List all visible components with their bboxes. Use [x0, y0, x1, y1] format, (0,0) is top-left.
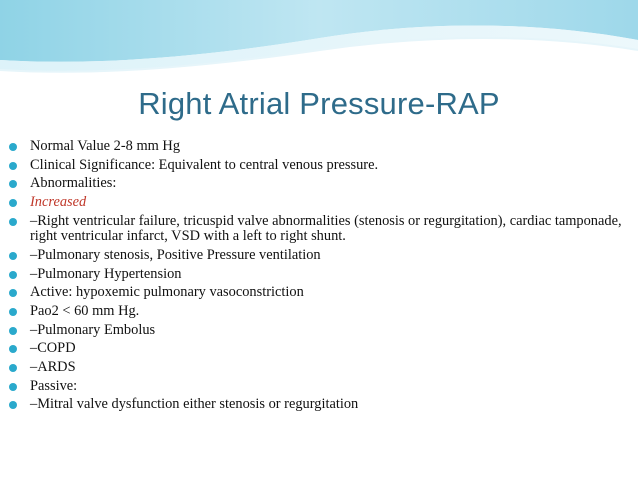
- bullet-dot-icon: [9, 401, 17, 409]
- bullet-item: [8, 360, 628, 376]
- bullet-dot-icon: [9, 218, 17, 226]
- bullet-text: –Pulmonary Hypertension: [30, 265, 182, 282]
- bullet-text: Increased: [30, 194, 87, 211]
- bullet-item: [8, 248, 628, 264]
- slide-title: Right Atrial Pressure-RAP: [138, 86, 500, 121]
- bullet-item: [8, 285, 628, 301]
- bullet-dot-icon: [9, 271, 17, 279]
- bullet-text: Clinical Significance: Equivalent to central venous pressure.: [30, 156, 379, 173]
- bullet-item: [8, 176, 628, 192]
- bullet-text: Normal Value 2-8 mm Hg: [30, 138, 181, 154]
- bullet-text: Abnormalities:: [30, 175, 117, 192]
- bullet-dot-icon: [9, 289, 17, 297]
- bullet-dot-icon: [9, 252, 17, 260]
- bullet-dot-icon: [9, 180, 17, 188]
- bullet-dot-icon: [9, 162, 17, 170]
- bullet-dot-icon: [9, 364, 17, 372]
- bullet-text: –Mitral valve dysfunction either stenosis or regurgitation: [30, 396, 359, 413]
- bullet-list: [8, 139, 628, 416]
- bullet-text: –Pulmonary stenosis, Positive Pressure ventilation: [30, 246, 321, 263]
- bullet-item: [8, 158, 628, 174]
- bullet-item: [8, 341, 628, 357]
- bullet-item: [8, 323, 628, 339]
- bullet-dot-icon: [9, 143, 17, 151]
- bullet-text: –ARDS: [30, 359, 76, 376]
- bullet-item: [8, 304, 628, 320]
- bullet-dot-icon: [9, 308, 17, 316]
- bullet-text: Pao2 < 60 mm Hg.: [30, 303, 140, 319]
- bullet-text: –Pulmonary Embolus: [30, 321, 156, 338]
- bullet-text: –Right ventricular failure, tricuspid valve abnormalities (stenosis or regurgitation), cardiac tamponade, right ventricular infarct, VSD with a left to right shunt.: [30, 212, 622, 245]
- bullet-item: [8, 379, 628, 395]
- bullet-item: [8, 195, 628, 211]
- header-wave-decoration: [0, 0, 638, 80]
- bullet-item: [8, 397, 628, 413]
- bullet-text: Active: hypoxemic pulmonary vasoconstriction: [30, 284, 304, 301]
- bullet-dot-icon: [9, 345, 17, 353]
- bullet-text: Passive:: [30, 377, 78, 394]
- bullet-dot-icon: [9, 199, 17, 207]
- bullet-item: [8, 267, 628, 283]
- bullet-item: [8, 214, 628, 245]
- bullet-text: –COPD: [30, 340, 76, 357]
- bullet-item: [8, 139, 628, 155]
- bullet-dot-icon: [9, 383, 17, 391]
- bullet-dot-icon: [9, 327, 17, 335]
